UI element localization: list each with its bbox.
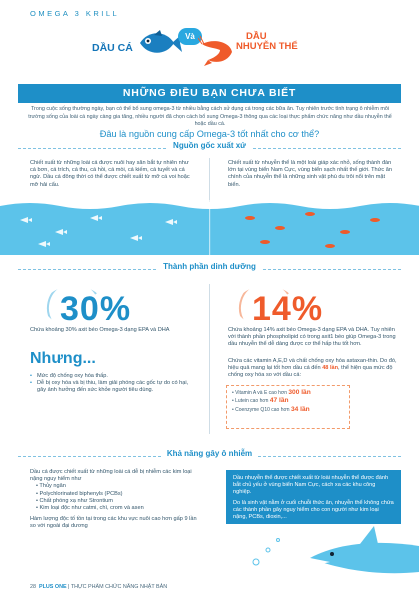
fish-omega3-percent: 30%: [60, 290, 132, 328]
hero-krill-oil-title: [236, 32, 298, 52]
page-footer: 28 PLUS ONE | THỰC PHẨM CHỨC NĂNG NHẬT BẢN: [30, 584, 168, 590]
antioxidant-comparison-box: [226, 385, 350, 429]
fish-omega3-text: Chứa khoảng 30% axit béo Omega-3 dạng EPA và DHA: [30, 327, 170, 333]
section-origin-label: Nguồn gốc xuất xứ: [167, 141, 252, 150]
origin-fish-text: Chiết xuất từ những loài cá được nuôi hay săn bắt tự nhiên như cá bơn, cá trích, cá thu, cá hồi, cá mòi, cá kiếm, cá tuyết và cá ngừ. Dầu cá đông thời có thể được chiết xuất từ mỡ cá voi hoặc mỡ hải cẩu.: [30, 160, 190, 188]
fish-drawbacks-list: [30, 373, 190, 395]
list-item: • Polychlorinated biphenyls (PCBs): [36, 490, 123, 497]
section-composition-label: Thành phần dinh dưỡng: [157, 262, 262, 271]
krill-pollution-box: [226, 470, 401, 524]
shrimp-icon: [198, 36, 236, 66]
hero-krill-line-1: DẦU: [246, 31, 267, 42]
sea-illustration: [0, 200, 419, 255]
krill-pollution-p1: Dầu nhuyễn thể được chiết xuất từ loài nhuyễn thể được đánh bắt chủ yếu ở vùng biển Nam Cực, cách xa các khu công nghiệp.: [233, 475, 389, 496]
list-item: • Kim loại độc như catmi, chì, crom và asen: [36, 505, 144, 512]
intro-paragraph: Trong cuộc sống thường ngày, bạn có thể bổ sung omega-3 từ nhiều bằng cách sử dụng cá trong các bữa ăn. Tuy nhiên trước tình trạng ô nhiễm môi trường sống của loài cá ngày càng gia tăng, nhiều người đã chọn cách bổ sung Omega-3 thông qua các loại thực phẩm chức năng như dầu nhuyễn thể hoặc dầu cá.: [28, 106, 392, 128]
shark-icon: [300, 524, 419, 584]
krill-omega3-text: Chứa khoảng 14% axit béo Omega-3 dạng EPA và DHA. Tuy nhiên với thành phần phospholipid có trong axit1 béo giúp Omega-3 trong dầu nhuyễn thể dễ dàng được cơ thể hấp thu tốt hơn.: [228, 327, 396, 348]
list-item: • Thủy ngân: [36, 483, 66, 490]
compare-label: Coenzyme Q10 cao hơn: [235, 406, 290, 413]
compare-value: 300 lần: [288, 389, 311, 396]
heavy-metals-list: [30, 483, 200, 512]
magazine-name: PLUS ONE: [39, 584, 67, 590]
list-item: • Dễ bị oxy hóa và bị thiu, làm giải phóng các gốc tự do có hại, gây ảnh hưởng đến sức khỏe người tiêu dùng.: [30, 380, 190, 394]
section-composition-heading: [0, 262, 419, 276]
and-badge: Và: [178, 28, 202, 45]
hero-fish-oil-title: DẦU CÁ: [92, 42, 133, 54]
pollution-fish-outro: Hàm lượng độc tố tồn tại trong các khu vực nuôi cao hơn gấp 9 lần so với ngoài đại dương: [30, 516, 197, 530]
pollution-fish-intro: Dầu cá được chiết xuất từ những loài cá dễ bị nhiễm các kim loại nặng nguy hiểm như: [30, 469, 192, 483]
fish-icon: [136, 26, 182, 60]
origin-krill-text: Chiết xuất từ nhuyễn thể là một loài giáp xác nhỏ, sống thành đàn lớn tại vùng biển Nam Cực, vùng biển sạch nhất thế giới. Thức ăn chính của nhuyễn thể là những sinh vật phù du trôi nổi trên mặt biển.: [228, 160, 392, 188]
compare-label: Vitamin A và E cao hơn: [235, 390, 287, 396]
compare-label: Lutein cao hơn: [235, 398, 269, 405]
list-item-text: Polychlorinated biphenyls (PCBs): [39, 490, 123, 497]
but-heading: Nhưng...: [30, 350, 96, 367]
footer-section: THỰC PHẨM CHỨC NĂNG NHẬT BẢN: [70, 584, 168, 590]
page-number: 28: [30, 584, 36, 590]
section-pollution-heading: [0, 449, 419, 463]
list-item: • Coenzyme Q10 cao hơn 34 lần: [232, 405, 310, 413]
compare-value: 47 lần: [269, 397, 289, 405]
list-item: • Chất phóng xạ như Strontium: [36, 497, 113, 504]
list-item-text: Thủy ngân: [39, 483, 66, 490]
krill-vitamin-text-a: Chứa các vitamin A,E,D và chất chống oxy hóa astaxan-thin. Do đó, hiệu quả mang lại tốt hơn dầu cá đến: [228, 358, 397, 372]
list-item-text: Chất phóng xạ như Strontium: [39, 497, 113, 504]
compare-value: 34 lần: [290, 405, 310, 413]
hero-header: [0, 22, 419, 86]
section-origin-heading: [0, 141, 419, 155]
krill-vitamin-text: [228, 358, 400, 380]
list-item: • Vitamin A và E cao hơn 300 lần: [232, 389, 311, 396]
main-question: Đâu là nguồn cung cấp Omega-3 tốt nhất cho cơ thể?: [99, 129, 320, 139]
list-item: • Lutein cao hơn 47 lần: [232, 397, 289, 405]
krill-pollution-p2: Do là sinh vật nằm ở cuối chuỗi thức ăn, nhuyễn thể không chứa các thành phần gây nguy hiểm cho con người như kim loại nặng, PCBs, dioxin,...: [233, 499, 394, 521]
krill-omega3-percent: 14%: [252, 290, 324, 328]
list-item: • Mức độ chống oxy hóa thấp.: [30, 373, 190, 380]
krill-vitamin-text-c: , thể hiện qua mức độ chống oxy hóa so với dầu cá:: [228, 365, 393, 379]
section-pollution-label: Khả năng gây ô nhiễm: [161, 449, 258, 458]
hero-krill-line-2: NHUYỄN THỂ: [236, 41, 298, 52]
column-divider: [209, 158, 210, 202]
headline-banner: [18, 84, 401, 103]
headline-title: NHỮNG ĐIỀU BẠN CHƯA BIẾT: [122, 87, 297, 99]
brand-label: OMEGA 3 KRILL: [30, 9, 120, 18]
pollution-fish-block: [30, 469, 200, 531]
column-divider: [209, 284, 210, 434]
list-item-text: Kim loại độc như catmi, chì, crom và asen: [39, 505, 144, 512]
krill-vitamin-multiplier: 48 lần: [322, 365, 339, 372]
bubbles-icon: [248, 532, 288, 572]
